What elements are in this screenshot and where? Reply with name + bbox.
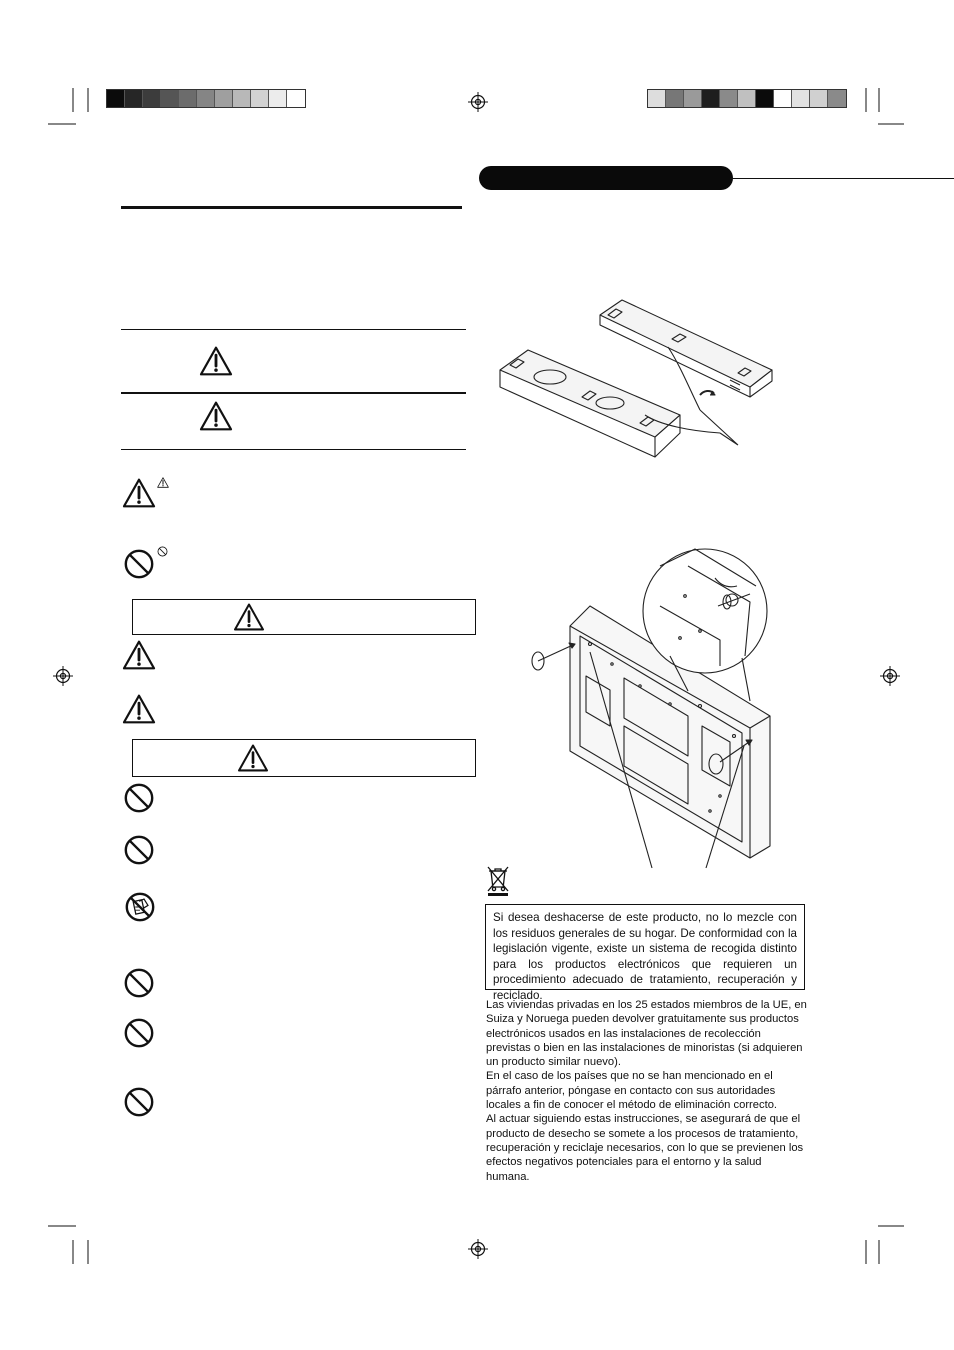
table-rule-bottom [121, 449, 466, 450]
registration-mark-bottom [468, 1239, 488, 1259]
color-swatch [684, 90, 702, 107]
color-bar-right [647, 89, 847, 108]
caution-banner-box [132, 739, 476, 777]
warning-banner-box [132, 599, 476, 635]
color-swatch [756, 90, 774, 107]
prohibited-icon [123, 834, 155, 866]
warning-icon [122, 640, 156, 670]
section-header-rule [730, 178, 954, 179]
crossed-bin-icon [485, 864, 511, 896]
disposal-notice-text: Si desea deshacerse de este producto, no lo mezcle con los residuos generales de su hogar. De conformidad con la legislación vigente, existe un sistema de recogida distinto para los productos electrónicos que requieren un procedimiento adecuado de tratamiento, recuperación y reciclado. [493, 911, 797, 1002]
color-swatch [179, 90, 197, 107]
color-swatch [125, 90, 143, 107]
prohibited-icon [123, 782, 155, 814]
no-disassemble-icon [124, 891, 156, 923]
color-bar-left [106, 89, 306, 108]
color-swatch [107, 90, 125, 107]
prohibited-small-icon [157, 546, 168, 557]
color-swatch [161, 90, 179, 107]
title-rule [121, 206, 462, 209]
prohibited-icon [123, 1017, 155, 1049]
disposal-paragraph-eu: Las viviendas privadas en los 25 estados miembros de la UE, en Suiza y Noruega pueden devolver gratuitamente sus productos electrónicos usados en las instalaciones de recolección previstas o bien en las instalaciones de minoristas (si adquieren un producto similar nuevo). [486, 999, 807, 1069]
table-rule-top [121, 329, 466, 330]
warning-icon [199, 401, 233, 431]
color-swatch [828, 90, 846, 107]
color-swatch [287, 90, 305, 107]
color-swatch [720, 90, 738, 107]
color-swatch [738, 90, 756, 107]
disposal-paragraph-other: En el caso de los países que no se han mencionado en el párrafo anterior, póngase en contacto con sus autoridades locales a fin de conocer el método de eliminación correcto. [486, 1070, 778, 1112]
color-swatch [810, 90, 828, 107]
color-swatch [215, 90, 233, 107]
disposal-paragraph-benefits: Al actuar siguiendo estas instrucciones, se asegurará de que el producto de desecho se somete a los procesos de tratamiento, recuperación y reciclaje necesarios, con lo que se previenen los efectos negativos potenciales para el entorno y la salud humana. [486, 1113, 804, 1183]
registration-mark-right [880, 666, 900, 686]
warning-icon [122, 478, 156, 508]
prohibited-icon [123, 548, 155, 580]
prohibited-icon [123, 1086, 155, 1118]
color-swatch [233, 90, 251, 107]
color-swatch [774, 90, 792, 107]
color-swatch [197, 90, 215, 107]
disposal-notice-box [485, 904, 805, 1002]
color-swatch [251, 90, 269, 107]
warning-small-icon [157, 477, 169, 488]
color-swatch [648, 90, 666, 107]
color-swatch [666, 90, 684, 107]
color-swatch [792, 90, 810, 107]
panel-mounting-illustration [520, 536, 790, 871]
section-header-bar [479, 166, 733, 190]
registration-mark-top [468, 92, 488, 112]
stand-illustration [490, 295, 780, 475]
color-swatch [143, 90, 161, 107]
warning-icon [233, 603, 265, 631]
warning-icon [122, 694, 156, 724]
registration-mark-left [53, 666, 73, 686]
warning-icon [199, 346, 233, 376]
warning-icon [237, 744, 269, 772]
color-swatch [269, 90, 287, 107]
color-swatch [702, 90, 720, 107]
prohibited-icon [123, 967, 155, 999]
table-rule-middle [121, 392, 466, 394]
disposal-info [486, 998, 808, 1184]
